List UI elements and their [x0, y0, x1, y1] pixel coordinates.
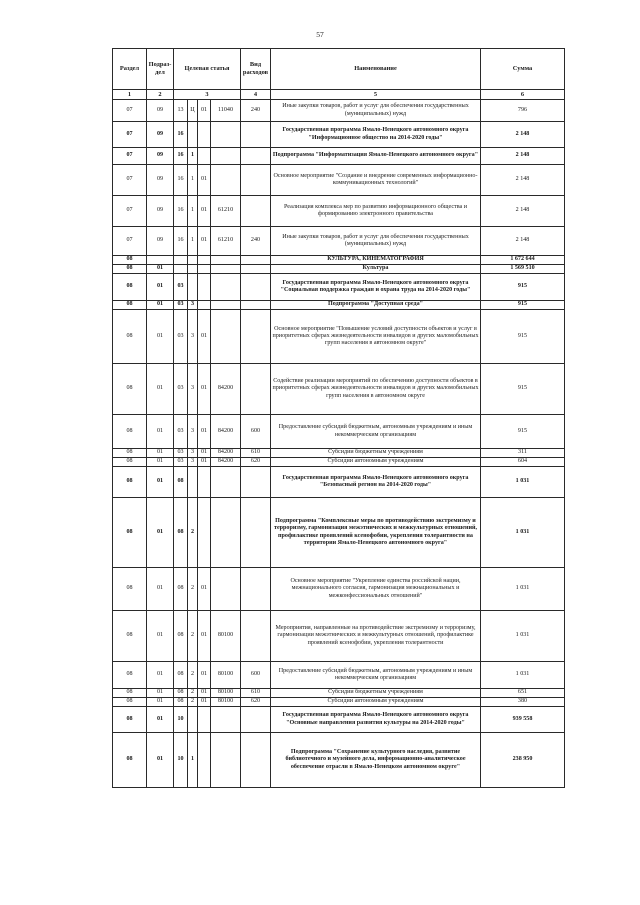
row-cs-program [174, 256, 188, 265]
row-cs-event [198, 498, 211, 568]
row-cs-direction [211, 498, 241, 568]
table-row [113, 100, 565, 122]
row-cs-direction [211, 165, 241, 196]
row-podrazdel: 01 [147, 568, 174, 611]
row-podrazdel: 01 [147, 415, 174, 449]
row-cs-direction [211, 256, 241, 265]
row-sum: 915 [481, 310, 565, 364]
row-cs-direction [211, 733, 241, 788]
row-sum: 1 569 510 [481, 265, 565, 274]
table-row [113, 698, 565, 707]
row-cs-event: 01 [198, 165, 211, 196]
row-cs-direction: 84200 [211, 364, 241, 415]
header-naim: Наименование [271, 49, 481, 90]
header-summa: Сумма [481, 49, 565, 90]
row-name: Государственная программа Ямало-Ненецкого автономного округа "Безопасный регион на 2014-2020 годы" [271, 467, 481, 498]
table-row [113, 467, 565, 498]
row-cs-subprogram [188, 467, 198, 498]
row-podrazdel: 01 [147, 689, 174, 698]
header-vid: Вид расходов [241, 49, 271, 90]
row-podrazdel: 09 [147, 148, 174, 165]
row-cs-subprogram: 2 [188, 698, 198, 707]
row-cs-program: 16 [174, 165, 188, 196]
table-row [113, 611, 565, 662]
header-celevaya: Целевая статья [174, 49, 241, 90]
row-razdel: 08 [113, 611, 147, 662]
table-row [113, 707, 565, 733]
row-vid [241, 165, 271, 196]
row-sum: 1 031 [481, 498, 565, 568]
row-cs-program: 03 [174, 310, 188, 364]
row-name: Субсидии автономным учреждениям [271, 698, 481, 707]
row-cs-program: 16 [174, 148, 188, 165]
row-sum: 915 [481, 415, 565, 449]
row-sum: 311 [481, 449, 565, 458]
row-vid: 620 [241, 458, 271, 467]
row-podrazdel: 01 [147, 274, 174, 301]
row-name: Подпрограмма "Сохранение культурного наследия, развитие библиотечного и музейного дела, информационно-аналитическое обеспечение отрасли в Ямало-Ненецком автономном округе" [271, 733, 481, 788]
row-razdel: 08 [113, 707, 147, 733]
row-razdel: 08 [113, 449, 147, 458]
row-cs-subprogram: 3 [188, 301, 198, 310]
row-podrazdel: 01 [147, 662, 174, 689]
row-razdel: 08 [113, 733, 147, 788]
colnum-1: 1 [113, 90, 147, 100]
row-cs-event [198, 301, 211, 310]
row-name: Мероприятия, направленные на противодействие экстремизму и терроризму, гармонизации межэтнических и межкультурных отношений, профилактике проявлений ксенофобии, укрепления толерантности [271, 611, 481, 662]
row-cs-subprogram [188, 707, 198, 733]
row-name: Основное мероприятие "Повышение условий доступности объектов и услуг в приоритетных сферах жизнедеятельности инвалидов и других маломобильных групп населения в автономном округе" [271, 310, 481, 364]
row-vid [241, 611, 271, 662]
row-podrazdel: 01 [147, 458, 174, 467]
row-cs-program: 08 [174, 611, 188, 662]
row-cs-direction: 80100 [211, 698, 241, 707]
row-cs-event: 01 [198, 364, 211, 415]
row-cs-subprogram: 3 [188, 310, 198, 364]
row-sum: 1 031 [481, 568, 565, 611]
row-podrazdel: 01 [147, 698, 174, 707]
row-vid [241, 568, 271, 611]
row-vid: 620 [241, 698, 271, 707]
row-podrazdel: 01 [147, 265, 174, 274]
row-cs-subprogram: 2 [188, 568, 198, 611]
table-row [113, 449, 565, 458]
row-vid [241, 196, 271, 227]
row-cs-direction [211, 122, 241, 148]
row-cs-subprogram [188, 265, 198, 274]
row-cs-event [198, 256, 211, 265]
row-sum: 915 [481, 364, 565, 415]
row-cs-subprogram: Ц [188, 100, 198, 122]
table-row [113, 227, 565, 256]
row-name: Предоставление субсидий бюджетным, автономным учреждениям и иным некоммерческим организациям [271, 662, 481, 689]
row-sum: 1 031 [481, 467, 565, 498]
row-cs-event: 01 [198, 689, 211, 698]
row-cs-program: 08 [174, 689, 188, 698]
row-sum: 796 [481, 100, 565, 122]
row-razdel: 07 [113, 122, 147, 148]
row-cs-program: 03 [174, 415, 188, 449]
row-cs-event: 01 [198, 458, 211, 467]
row-cs-subprogram: 2 [188, 611, 198, 662]
colnum-4: 4 [241, 90, 271, 100]
table-row [113, 148, 565, 165]
row-name: Подпрограмма "Информатизация Ямало-Ненецкого автономного округа" [271, 148, 481, 165]
table-row [113, 256, 565, 265]
row-cs-subprogram: 2 [188, 662, 198, 689]
row-vid [241, 733, 271, 788]
table-row [113, 122, 565, 148]
table-row [113, 498, 565, 568]
row-name: Реализация комплекса мер по развитию информационного общества и формированию электронного правительства [271, 196, 481, 227]
row-podrazdel: 01 [147, 301, 174, 310]
row-vid [241, 265, 271, 274]
row-razdel: 08 [113, 256, 147, 265]
row-podrazdel: 01 [147, 467, 174, 498]
row-podrazdel: 09 [147, 122, 174, 148]
row-cs-event: 01 [198, 449, 211, 458]
row-razdel: 08 [113, 698, 147, 707]
row-cs-subprogram: 1 [188, 733, 198, 788]
row-cs-direction [211, 707, 241, 733]
row-name: Субсидии бюджетным учреждениям [271, 449, 481, 458]
row-podrazdel [147, 256, 174, 265]
row-razdel: 07 [113, 100, 147, 122]
row-razdel: 08 [113, 568, 147, 611]
row-cs-program: 03 [174, 364, 188, 415]
header-podrazdel: Подраз-дел [147, 49, 174, 90]
row-cs-subprogram: 1 [188, 148, 198, 165]
row-cs-program: 03 [174, 458, 188, 467]
row-cs-program: 08 [174, 568, 188, 611]
row-razdel: 08 [113, 274, 147, 301]
row-cs-direction [211, 301, 241, 310]
row-name: Субсидии бюджетным учреждениям [271, 689, 481, 698]
table-row [113, 196, 565, 227]
row-cs-program: 10 [174, 733, 188, 788]
table-row [113, 415, 565, 449]
row-sum: 915 [481, 301, 565, 310]
row-cs-event: 01 [198, 310, 211, 364]
table-row [113, 165, 565, 196]
row-cs-program [174, 265, 188, 274]
row-razdel: 08 [113, 498, 147, 568]
row-razdel: 07 [113, 148, 147, 165]
row-vid: 600 [241, 662, 271, 689]
row-razdel: 07 [113, 227, 147, 256]
table-row [113, 364, 565, 415]
table-row [113, 568, 565, 611]
table-row [113, 458, 565, 467]
row-sum: 2 148 [481, 227, 565, 256]
row-podrazdel: 01 [147, 449, 174, 458]
row-cs-event [198, 265, 211, 274]
row-vid: 240 [241, 227, 271, 256]
row-sum: 915 [481, 274, 565, 301]
row-name: Подпрограмма "Доступная среда" [271, 301, 481, 310]
row-cs-direction [211, 274, 241, 301]
colnum-2: 2 [147, 90, 174, 100]
row-cs-event [198, 122, 211, 148]
table-row [113, 301, 565, 310]
row-sum: 238 950 [481, 733, 565, 788]
row-name: Субсидии автономным учреждениям [271, 458, 481, 467]
row-podrazdel: 01 [147, 364, 174, 415]
row-cs-event [198, 707, 211, 733]
row-podrazdel: 09 [147, 196, 174, 227]
row-vid: 610 [241, 689, 271, 698]
row-sum: 1 672 644 [481, 256, 565, 265]
row-cs-direction: 80100 [211, 662, 241, 689]
row-name: Предоставление субсидий бюджетным, автономным учреждениям и иным некоммерческим организациям [271, 415, 481, 449]
row-podrazdel: 01 [147, 707, 174, 733]
row-podrazdel: 01 [147, 733, 174, 788]
row-vid [241, 148, 271, 165]
row-sum: 604 [481, 458, 565, 467]
row-cs-direction: 80100 [211, 689, 241, 698]
row-cs-subprogram: 1 [188, 196, 198, 227]
row-cs-event: 01 [198, 100, 211, 122]
row-vid [241, 707, 271, 733]
row-cs-event: 01 [198, 227, 211, 256]
row-cs-direction [211, 265, 241, 274]
row-cs-direction [211, 467, 241, 498]
row-razdel: 07 [113, 165, 147, 196]
row-cs-event: 01 [198, 568, 211, 611]
colnum-5: 5 [271, 90, 481, 100]
row-cs-subprogram: 2 [188, 689, 198, 698]
colnum-6: 6 [481, 90, 565, 100]
budget-table [112, 48, 565, 788]
row-cs-program: 13 [174, 100, 188, 122]
row-vid: 600 [241, 415, 271, 449]
row-podrazdel: 09 [147, 165, 174, 196]
row-cs-program: 10 [174, 707, 188, 733]
header-razdel: Раздел [113, 49, 147, 90]
row-cs-subprogram: 1 [188, 165, 198, 196]
row-cs-program: 08 [174, 467, 188, 498]
table-row [113, 265, 565, 274]
row-cs-direction: 11040 [211, 100, 241, 122]
row-sum: 380 [481, 698, 565, 707]
table-row [113, 662, 565, 689]
row-vid: 610 [241, 449, 271, 458]
row-vid [241, 274, 271, 301]
row-name: Основное мероприятие "Создание и внедрение современных информационно-коммуникационных технологий" [271, 165, 481, 196]
row-cs-subprogram [188, 122, 198, 148]
row-cs-event [198, 733, 211, 788]
row-cs-event: 01 [198, 611, 211, 662]
row-vid [241, 256, 271, 265]
row-sum: 651 [481, 689, 565, 698]
row-razdel: 08 [113, 265, 147, 274]
row-name: Государственная программа Ямало-Ненецкого автономного округа "Социальная поддержка граждан и охрана труда на 2014-2020 годы" [271, 274, 481, 301]
row-razdel: 08 [113, 415, 147, 449]
row-razdel: 07 [113, 196, 147, 227]
row-cs-program: 16 [174, 196, 188, 227]
row-sum: 2 148 [481, 196, 565, 227]
row-vid [241, 301, 271, 310]
row-cs-program: 03 [174, 274, 188, 301]
row-cs-direction: 80100 [211, 611, 241, 662]
row-cs-subprogram: 3 [188, 458, 198, 467]
row-podrazdel: 01 [147, 611, 174, 662]
table-row [113, 733, 565, 788]
row-razdel: 08 [113, 310, 147, 364]
row-cs-program: 03 [174, 449, 188, 458]
row-cs-direction [211, 148, 241, 165]
row-name: Иные закупки товаров, работ и услуг для обеспечения государственных (муниципальных) нужд [271, 100, 481, 122]
row-razdel: 08 [113, 364, 147, 415]
row-cs-direction: 61210 [211, 196, 241, 227]
row-cs-subprogram: 3 [188, 449, 198, 458]
row-name: Государственная программа Ямало-Ненецкого автономного округа "Основные направления развития культуры на 2014-2020 годы" [271, 707, 481, 733]
row-cs-direction: 84200 [211, 449, 241, 458]
row-cs-event [198, 274, 211, 301]
row-vid [241, 310, 271, 364]
row-cs-direction: 61210 [211, 227, 241, 256]
row-cs-event [198, 467, 211, 498]
row-cs-event [198, 148, 211, 165]
row-cs-subprogram: 3 [188, 364, 198, 415]
row-cs-program: 08 [174, 498, 188, 568]
row-sum: 939 558 [481, 707, 565, 733]
row-cs-program: 16 [174, 122, 188, 148]
row-cs-direction: 84200 [211, 415, 241, 449]
row-cs-subprogram [188, 274, 198, 301]
row-razdel: 08 [113, 662, 147, 689]
row-cs-subprogram [188, 256, 198, 265]
row-sum: 2 148 [481, 148, 565, 165]
row-cs-direction: 84200 [211, 458, 241, 467]
row-cs-program: 03 [174, 301, 188, 310]
row-sum: 2 148 [481, 165, 565, 196]
row-vid [241, 467, 271, 498]
row-cs-event: 01 [198, 662, 211, 689]
row-name: Основное мероприятие "Укрепление единства российской нации, межнационального согласия, гармонизация межнациональных и межконфессиональных отношений" [271, 568, 481, 611]
row-cs-subprogram: 2 [188, 498, 198, 568]
row-podrazdel: 09 [147, 227, 174, 256]
row-name: Содействие реализации мероприятий по обеспечению доступности объектов в приоритетных сферах жизнедеятельности инвалидов и других маломобильных групп населения в автономном округе [271, 364, 481, 415]
row-podrazdel: 01 [147, 310, 174, 364]
row-razdel: 08 [113, 458, 147, 467]
row-name: Культура [271, 265, 481, 274]
row-name: КУЛЬТУРА, КИНЕМАТОГРАФИЯ [271, 256, 481, 265]
row-name: Иные закупки товаров, работ и услуг для обеспечения государственных (муниципальных) нужд [271, 227, 481, 256]
row-razdel: 08 [113, 467, 147, 498]
row-podrazdel: 01 [147, 498, 174, 568]
row-vid [241, 122, 271, 148]
row-podrazdel: 09 [147, 100, 174, 122]
row-cs-program: 16 [174, 227, 188, 256]
row-name: Подпрограмма "Комплексные меры по противодействию экстремизму и терроризму, гармонизация межэтнических и межкультурных отношений, профилактике проявлений ксенофобии, укрепления толерантности на территории Ямало-Ненецкого автономного округа" [271, 498, 481, 568]
row-sum: 2 148 [481, 122, 565, 148]
table-row [113, 274, 565, 301]
row-sum: 1 031 [481, 611, 565, 662]
colnum-3: 3 [174, 90, 241, 100]
table-row [113, 689, 565, 698]
row-cs-subprogram: 3 [188, 415, 198, 449]
row-cs-event: 01 [198, 698, 211, 707]
row-name: Государственная программа Ямало-Ненецкого автономного округа "Информационное общество на 2014-2020 годы" [271, 122, 481, 148]
row-cs-program: 08 [174, 698, 188, 707]
row-vid: 240 [241, 100, 271, 122]
row-sum: 1 031 [481, 662, 565, 689]
table-row [113, 310, 565, 364]
row-vid [241, 364, 271, 415]
row-cs-event: 01 [198, 196, 211, 227]
row-cs-direction [211, 310, 241, 364]
row-razdel: 08 [113, 689, 147, 698]
row-cs-direction [211, 568, 241, 611]
row-vid [241, 498, 271, 568]
row-cs-subprogram: 1 [188, 227, 198, 256]
row-cs-program: 08 [174, 662, 188, 689]
page-number: 57 [316, 30, 324, 39]
row-razdel: 08 [113, 301, 147, 310]
row-cs-event: 01 [198, 415, 211, 449]
